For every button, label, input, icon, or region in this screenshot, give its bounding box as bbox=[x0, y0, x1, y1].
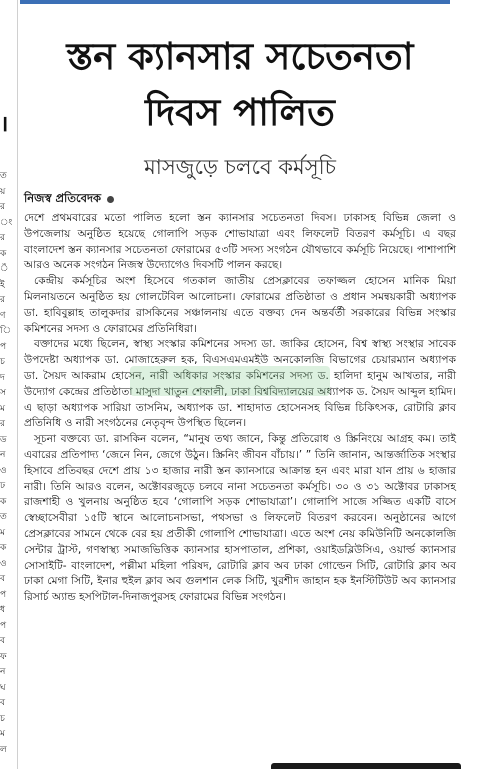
gutter-fragment: স bbox=[0, 388, 6, 398]
gutter-fragment: ম bbox=[0, 403, 5, 414]
gutter-fragment: ন bbox=[0, 667, 6, 677]
gutter-fragment: য় bbox=[0, 186, 6, 197]
paragraph-4: সূচনা বক্তব্যে ডা. রাসকিন বলেন, “মানুষ তথ্য জানে, কিন্তু প্রতিরোধ ও স্ক্রিনিংয়ে আগ্রহ কম। তাই এবারের প্রতিপাদ্য ‘জেনে নিন, জেগে উঠুন। স্ক্রিনিং জীবন বাঁচায়।’ ” তিনি জানান, আন্তর্জাতিক সংস্থার হিসাবে প্রতিবছর দেশে প্রায় ১৩ হাজার নারী স্তন ক্যানসারে আক্রান্ত হন এবং মারা যান প্রায় ৬ হাজার নারী। তিনি আরও বলেন, অক্টোবরজুড়ে চলবে নানা সচেতনতা কর্মসূচি। ৩০ ও ৩১ অক্টোবর ঢাকাসহ রাজশাহী ও খুলনায় অনুষ্ঠিত হবে ‘গোলাপি সড়ক শোভাযাত্রা’। গোলাপি সাজে সজ্জিত একটি বাসে স্বেচ্ছাসেবীরা ১৫টি স্থানে আলোচনাসভা, পথসভা ও লিফলেট বিতরণ করবেন। অনুষ্ঠানের আগে প্রেসক্লাবের সামনে থেকে বের হয় প্রতীকী গোলাপি শোভাযাত্রা। এতে অংশ নেয় কমিউনিটি অনকোলজি সেন্টার ট্রাস্ট, গণস্বাস্থ্য সমাজভিত্তিক ক্যানসার হাসপাতাল, প্রশিকা, ওয়াইডব্লিউসিএ, ওয়ার্ল্ড ক্যানসার সোসাইটি- বাংলাদেশ, পল্লীমা মহিলা পরিষদ, রোটারি ক্লাব অব ঢাকা গোল্ডেন সিটি, রোটারি ক্লাব অব ঢাকা মেগা সিটি, ইনার হুইল ক্লাব অব গুলশান লেক সিটি, খুরশীদ জাহান হক ইনস্টিটিউট অব ক্যানসার রিসার্চ অ্যান্ড হসপিটাল-দিনাজপুরসহ ফোরামের বিভিন্ন সংগঠন। bbox=[24, 433, 456, 604]
watermark-overlay bbox=[130, 366, 330, 396]
gutter-fragment: ক bbox=[0, 543, 7, 553]
byline-text: নিজস্ব প্রতিবেদক bbox=[24, 191, 102, 205]
gutter-fragment: প bbox=[0, 620, 7, 631]
previous-column-mark: । bbox=[0, 112, 9, 137]
paragraph-1: দেশে প্রথমবারের মতো পালিত হলো স্তন ক্যানসার সচেতনতা দিবস। ঢাকাসহ বিভিন্ন জেলা ও উপজেলায় অনুষ্ঠিত হয়েছে গোলাপি সড়ক শোভাযাত্রা এবং লিফলেট বিতরণ কর্মসূচি। এ বছর বাংলাদেশ স্তন ক্যানসার সচেতনতা ফোরামের ৫৩টি সদস্য সংগঠন যৌথভাবে কর্মসূচি নিয়েছে। পাশাপাশি আরও অনেক সংগঠন নিজস্ব উদ্যোগেও দিবসটি পালন করছে। bbox=[24, 212, 456, 272]
column-divider bbox=[17, 0, 18, 769]
gutter-fragment: ল bbox=[0, 744, 7, 755]
gutter-fragment: প bbox=[0, 341, 7, 352]
gutter-fragment: র bbox=[0, 295, 5, 305]
gutter-fragment: ড bbox=[0, 434, 7, 445]
gutter-fragment: ম bbox=[0, 527, 5, 538]
gutter-fragment: ক bbox=[0, 248, 7, 259]
gutter-fragment: ব bbox=[0, 698, 6, 708]
news-article bbox=[24, 10, 456, 606]
gutter-fragment: ম bbox=[0, 729, 5, 739]
gutter-fragment: ও bbox=[0, 465, 7, 476]
gutter-fragment: প bbox=[0, 589, 7, 600]
gutter-fragment: ত bbox=[0, 171, 7, 181]
gutter-fragment: ণ bbox=[0, 310, 6, 321]
headline-line-2: দিবস পালিত bbox=[145, 90, 335, 134]
gutter-fragment: ফ bbox=[0, 651, 7, 662]
gutter-fragment: ং bbox=[0, 217, 13, 228]
gutter-fragment: ক bbox=[0, 496, 7, 507]
gutter-fragment: ব bbox=[0, 574, 6, 584]
gutter-fragment: ধ bbox=[0, 605, 6, 615]
gutter-fragment: র bbox=[0, 233, 5, 243]
top-accent-rule bbox=[20, 0, 450, 4]
gutter-fragment: ি bbox=[0, 326, 12, 336]
gutter-fragment: ব bbox=[0, 636, 6, 646]
gutter-fragment: চ bbox=[0, 357, 5, 367]
gutter-fragment: ই bbox=[0, 279, 5, 290]
gutter-fragment: ও bbox=[0, 558, 7, 569]
byline bbox=[24, 190, 456, 209]
article-body bbox=[24, 211, 456, 606]
subheadline: মাসজুড়ে চলবে কর্মসূচি bbox=[144, 155, 336, 179]
paragraph-3: বক্তাদের মধ্যে ছিলেন, স্বাস্থ্য সংস্কার কমিশনের সদস্য ডা. জাকির হোসেন, বিশ্ব স্বাস্থ্য সংস্থার সাবেক উপদেষ্টা অধ্যাপক ডা. মোজাহেরুল হক, বিএসএমএমইউ অনকোলজি বিভাগের চেয়ারম্যান অধ্যাপক ডা. সৈয়দ আকরাম হোসেন, নারী অধিকার সংস্কার কমিশনের সদস্য ড. হালিদা হানুম আখতার, নারী উদ্যোগ কেন্দ্রের প্রতিষ্ঠাতা মাসুদা খাতুন শেফালী, ঢাকা বিশ্ববিদ্যালয়ের অধ্যাপক ড. সৈয়দ আব্দুল হামিদ। এ ছাড়া অধ্যাপক সারিয়া তাসনিম, অধ্যাপক ডা. শাহাদাত হোসেনসহ বিভিন্ন চিকিৎসক, রোটারি ক্লাব প্রতিনিধি ও নারী সংগঠনের নেতৃবৃন্দ উপস্থিত ছিলেন। bbox=[24, 338, 456, 430]
gutter-fragment: চ bbox=[0, 713, 5, 724]
gutter-fragment: র bbox=[0, 202, 5, 212]
gutter-fragment: ঘ bbox=[0, 682, 6, 693]
bottom-edge-bar bbox=[271, 763, 461, 769]
byline-bullet-icon bbox=[107, 196, 114, 203]
paragraph-2: কেন্দ্রীয় কর্মসূচির অংশ হিসেবে গতকাল জাতীয় প্রেসক্লাবের তফাজ্জল হোসেন মানিক মিয়া মিলনায়তনে অনুষ্ঠিত হয় গোলটেবিল আলোচনা। ফোরামের প্রতিষ্ঠাতা ও প্রধান সমন্বয়কারী অধ্যাপক ডা. হাবিবুল্লাহ তালুকদার রাসকিনের সঞ্চালনায় এতে বক্তব্য দেন অন্তর্বর্তী সরকারের বিভিন্ন সংস্কার কমিশনের সদস্য ও ফোরামের প্রতিনিধিরা। bbox=[24, 275, 456, 335]
gutter-fragment: ঁ bbox=[0, 264, 9, 274]
gutter-fragment: ন bbox=[0, 450, 6, 460]
gutter-fragment: ত bbox=[0, 512, 7, 522]
headline-line-1: স্তন ক্যানসার সচেতনতা bbox=[66, 34, 414, 78]
headline bbox=[24, 28, 456, 140]
gutter-fragment: দ bbox=[0, 372, 5, 383]
gutter-fragment: র bbox=[0, 419, 5, 429]
gutter-fragment: ঢ bbox=[0, 481, 6, 491]
